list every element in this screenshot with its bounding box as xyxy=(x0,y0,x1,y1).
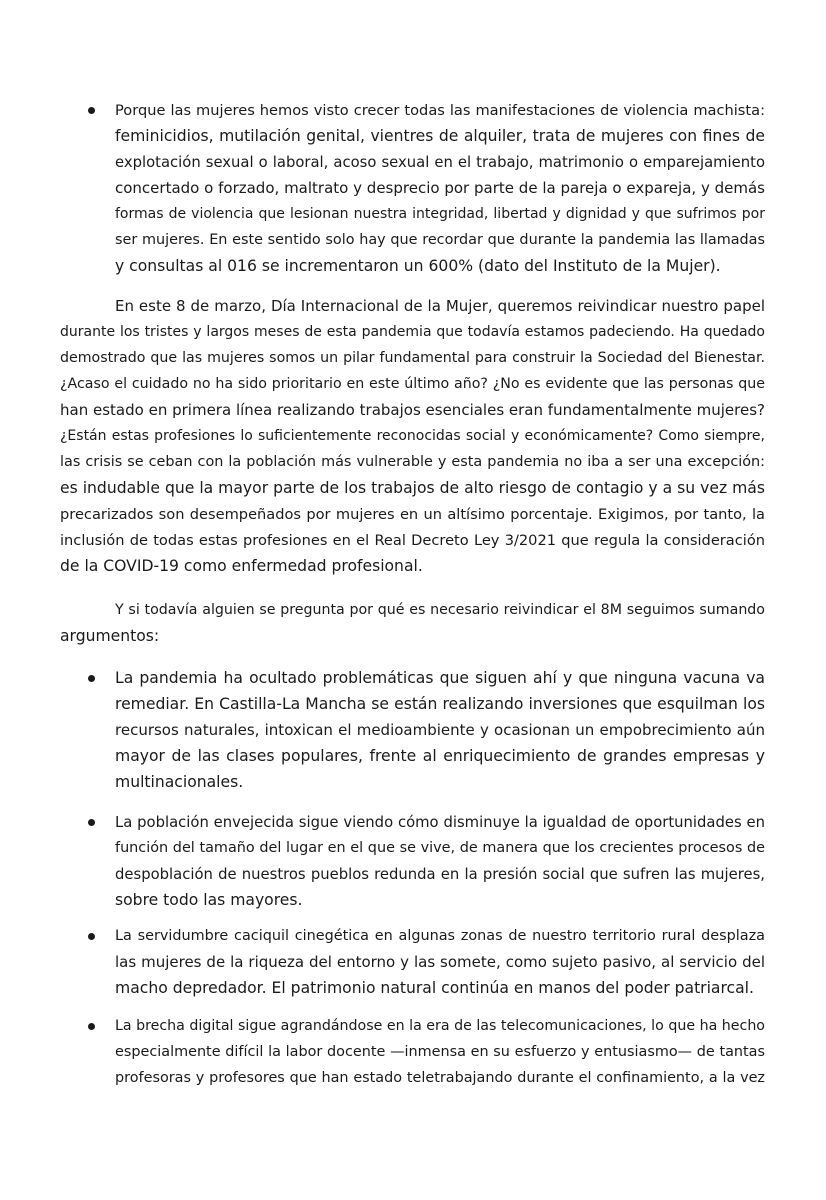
text-line: función del tamaño del lugar en el que se vive, de manera que los crecientes procesos de xyxy=(115,840,765,856)
bullet-dot-icon xyxy=(86,98,98,123)
text-line: profesoras y profesores que han estado teletrabajando durante el confinamiento, a la vez xyxy=(115,1070,765,1086)
text-line: precarizados son desempeñados por mujeres en un altísimo porcentaje. Exigimos, por tanto, la xyxy=(60,506,765,523)
text-line: las mujeres de la riqueza del entorno y las somete, como sujeto pasivo, al servicio del xyxy=(115,953,765,971)
text-line: y consultas al 016 se incrementaron un 600% (dato del Instituto de la Mujer). xyxy=(115,257,721,275)
bullet-dot-icon xyxy=(86,1014,98,1039)
text-line: han estado en primera línea realizando trabajos esenciales eran fundamentalmente mujeres? xyxy=(60,401,765,419)
text-line: formas de violencia que lesionan nuestra integridad, libertad y dignidad y que sufrimos por xyxy=(115,206,765,222)
text-line: demostrado que las mujeres somos un pilar fundamental para construir la Sociedad del Bienestar. xyxy=(60,350,765,366)
text-line: ¿Están estas profesiones lo suficientemente reconocidas social y económicamente? Como siempre, xyxy=(60,428,765,444)
text-line: durante los tristes y largos meses de esta pandemia que todavía estamos padeciendo. Ha quedado xyxy=(60,324,765,340)
text-line: inclusión de todas estas profesiones en el Real Decreto Ley 3/2021 que regula la consideración xyxy=(60,532,765,549)
text-line: remediar. En Castilla-La Mancha se están realizando inversiones que esquilman los xyxy=(115,695,765,713)
text-line: mayor de las clases populares, frente al enriquecimiento de grandes empresas y xyxy=(115,747,765,765)
text-line: especialmente difícil la labor docente —inmensa en su esfuerzo y entusiasmo— de tantas xyxy=(115,1044,765,1060)
text-line: despoblación de nuestros pueblos redunda en la presión social que sufren las mujeres, xyxy=(115,866,765,883)
text-line: La población envejecida sigue viendo cómo disminuye la igualdad de oportunidades en xyxy=(115,814,765,831)
text-line: La brecha digital sigue agrandándose en la era de las telecomunicaciones, lo que ha hecho xyxy=(115,1018,765,1034)
text-line: sobre todo las mayores. xyxy=(115,891,303,909)
text-line: explotación sexual o laboral, acoso sexual en el trabajo, matrimonio o emparejamiento xyxy=(115,154,765,171)
text-line: multinacionales. xyxy=(115,773,244,791)
text-line: Y si todavía alguien se pregunta por qué es necesario reivindicar el 8M seguimos sumando xyxy=(115,602,765,618)
text-line: recursos naturales, intoxican el medioambiente y ocasionan un empobrecimiento aún xyxy=(115,721,765,739)
text-line: En este 8 de marzo, Día Internacional de la Mujer, queremos reivindicar nuestro papel xyxy=(115,297,765,315)
text-line: macho depredador. El patrimonio natural continúa en manos del poder patriarcal. xyxy=(115,979,754,997)
text-line: concertado o forzado, maltrato y desprecio por parte de la pareja o expareja, y demás xyxy=(115,179,765,197)
text-line: ser mujeres. En este sentido solo hay que recordar que durante la pandemia las llamadas xyxy=(115,232,765,248)
text-line: feminicidios, mutilación genital, vientres de alquiler, trata de mujeres con fines de xyxy=(115,127,765,145)
text-line: Porque las mujeres hemos visto crecer todas las manifestaciones de violencia machista: xyxy=(115,102,765,119)
text-line: ¿Acaso el cuidado no ha sido prioritario en este último año? ¿No es evidente que las personas que xyxy=(60,376,765,392)
bullet-dot-icon xyxy=(86,924,98,949)
text-line: argumentos: xyxy=(60,627,160,645)
text-line: las crisis se ceban con la población más vulnerable y esta pandemia no iba a ser una excepción: xyxy=(60,454,765,470)
bullet-dot-icon xyxy=(86,666,98,691)
text-line: de la COVID-19 como enfermedad profesional. xyxy=(60,557,423,575)
text-line: La pandemia ha ocultado problemáticas que siguen ahí y que ninguna vacuna va xyxy=(115,669,765,687)
text-line: es indudable que la mayor parte de los trabajos de alto riesgo de contagio y a su vez más xyxy=(60,479,765,497)
bullet-dot-icon xyxy=(86,810,98,835)
text-line: La servidumbre caciquil cinegética en algunas zonas de nuestro territorio rural desplaza xyxy=(115,928,765,944)
